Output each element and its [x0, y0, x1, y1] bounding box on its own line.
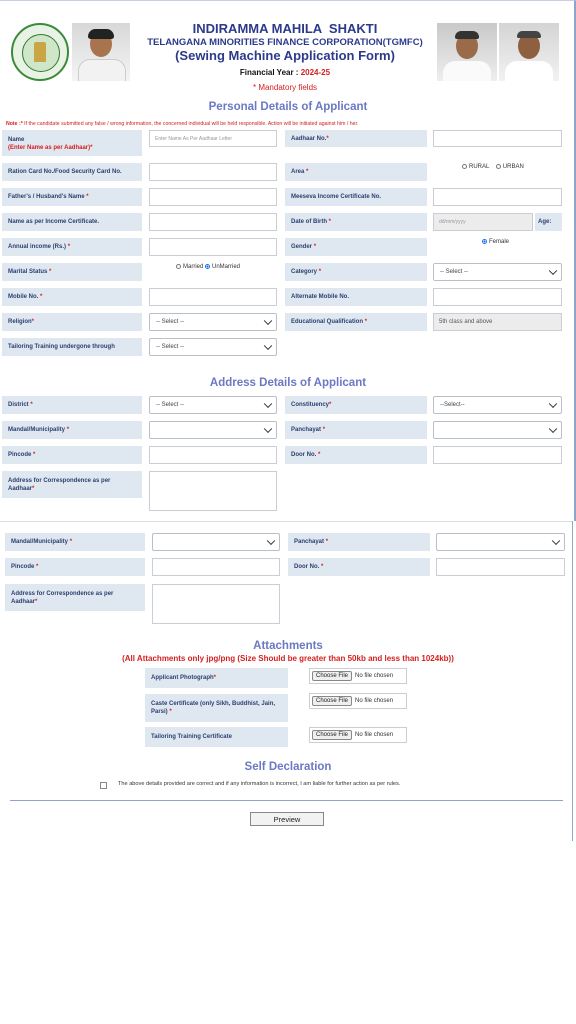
education-value: 5th class and above [439, 319, 493, 325]
radio-selected-icon [482, 239, 487, 244]
area-urban-label: URBAN [502, 164, 524, 171]
warning-note-prefix: Note :* [6, 121, 23, 127]
category-label-text: Category [291, 269, 318, 275]
district-label-text: District [8, 402, 29, 408]
declaration-checkbox[interactable] [100, 782, 107, 789]
overlap-divider [0, 521, 576, 522]
mandal-label: Mandal/Municipality * [2, 421, 142, 439]
area-rural-label: RURAL [469, 164, 490, 171]
constituency-select-value: --Select-- [440, 402, 465, 408]
age-label-text: Age: [538, 219, 552, 225]
file-status: No file chosen [355, 673, 394, 679]
father-name-label-text: Father's / Husband's Name [8, 194, 85, 200]
corr-address-label: Address for Correspondence as per Aadhaar* [2, 471, 142, 498]
aadhaar-input[interactable] [433, 130, 562, 147]
name-placeholder: Enter Name As Per Aadhaar Letter [155, 135, 232, 142]
marital-status-label: Marital Status * [2, 263, 142, 281]
corr-address-label-text: Address for Correspondence as per Aadhaar [8, 478, 111, 492]
marital-status-label-text: Marital Status [8, 269, 48, 275]
income-name-label [2, 213, 142, 231]
education-label-text: Educational Qualification [291, 319, 364, 325]
warning-note-text: If the candidate submitted any false / wrong information, the concerned individual will be held responsible. Action will be initiated against him / her. [24, 121, 359, 127]
alt-mobile-input[interactable] [433, 288, 562, 306]
mandal-label-2: Mandal/Municipality * [5, 533, 145, 551]
pincode-label: Pincode * [2, 446, 142, 464]
area-radio-group [462, 164, 524, 170]
panchayat-select[interactable] [433, 421, 562, 439]
meeseva-label [285, 188, 427, 206]
corr-address-textarea-2[interactable] [152, 584, 280, 624]
meeseva-input[interactable] [433, 188, 562, 206]
age-label [535, 213, 562, 231]
alt-mobile-label [285, 288, 427, 306]
area-urban-radio[interactable] [496, 164, 524, 170]
constituency-label: Constituency * [285, 396, 427, 414]
marital-unmarried-label: UnMarried [212, 264, 241, 271]
dob-label: Date of Birth * [285, 213, 427, 231]
door-no-label-text-2: Door No. [294, 564, 320, 570]
door-no-input-2[interactable] [436, 558, 565, 576]
chevron-down-icon [552, 537, 560, 545]
training-cert-label-text: Tailoring Training Certificate [151, 734, 232, 740]
name-input[interactable] [149, 130, 277, 147]
declaration-text: The above details provided are correct and if any information is incorrect, I am liable for further action as per rules. [118, 781, 401, 787]
corr-address-label-text-2: Address for Correspondence as per Aadhaar [11, 591, 114, 605]
photo-label-text: Applicant Photograph [151, 675, 214, 681]
mobile-input[interactable] [149, 288, 277, 306]
marital-married-radio[interactable] [176, 264, 203, 270]
dob-input[interactable] [433, 213, 533, 231]
radio-selected-icon [205, 264, 210, 269]
meeseva-label-text: Meeseva Income Certificate No. [291, 194, 382, 200]
chevron-down-icon [267, 537, 275, 545]
door-no-input[interactable] [433, 446, 562, 464]
category-label: Category * [285, 263, 427, 281]
education-input [433, 313, 562, 331]
gender-female-label: Female [489, 239, 510, 246]
area-label: Area * [285, 163, 427, 181]
corr-address-textarea[interactable] [149, 471, 277, 511]
area-rural-radio[interactable] [462, 164, 489, 170]
district-select-value: -- Select -- [156, 402, 185, 408]
alt-mobile-label-text: Alternate Mobile No. [291, 294, 350, 300]
preview-button[interactable] [250, 812, 324, 826]
chevron-down-icon [264, 342, 272, 350]
training-file-input[interactable] [309, 727, 407, 743]
file-status: No file chosen [355, 732, 394, 738]
father-name-label: Father's / Husband's Name * [2, 188, 142, 206]
tailoring-select[interactable] [149, 338, 277, 356]
annual-income-label-text: Annual income (Rs.) [8, 244, 67, 250]
tailoring-select-value: -- Select -- [156, 344, 185, 350]
name-label-sub: (Enter Name as per Aadhaar)* [8, 145, 93, 151]
preview-button-label: Preview [273, 814, 301, 824]
aadhaar-label-text: Aadhaar No. [291, 135, 327, 142]
financial-year-label: Financial Year : [239, 68, 299, 77]
marital-radio-group [176, 264, 240, 270]
chevron-down-icon [549, 425, 557, 433]
panchayat-label-2: Panchayat * [288, 533, 430, 551]
constituency-select[interactable] [433, 396, 562, 414]
chevron-down-icon [549, 267, 557, 275]
area-label-text: Area [291, 169, 305, 175]
caste-cert-label-text: Caste Certificate (only Sikh, Buddhist, Jain, Parsi) [151, 701, 276, 715]
pincode-input-2[interactable] [152, 558, 280, 576]
panchayat-label: Panchayat * [285, 421, 427, 439]
religion-select-value: -- Select -- [156, 319, 185, 325]
choose-file-button[interactable]: Choose File [312, 696, 352, 706]
financial-year-value: 2024-25 [300, 68, 331, 77]
pincode-input[interactable] [149, 446, 277, 464]
choose-file-button[interactable]: Choose File [312, 671, 352, 681]
income-name-input[interactable] [149, 213, 277, 231]
mandal-select-2[interactable] [152, 533, 280, 551]
constituency-label-text: Constituency [291, 402, 330, 408]
mandal-label-text-2: Mandal/Municipality [11, 539, 69, 545]
radio-circle-icon [462, 164, 467, 169]
self-declaration-heading: Self Declaration [244, 761, 332, 773]
radio-circle-icon [176, 264, 181, 269]
caste-file-input[interactable] [309, 693, 407, 709]
file-status: No file chosen [355, 698, 394, 704]
corr-address-label-2: Address for Correspondence as per Aadhaar* [5, 584, 145, 611]
pincode-label-text: Pincode [8, 452, 32, 458]
education-label: Educational Qualification * [285, 313, 427, 331]
father-name-input[interactable] [149, 188, 277, 206]
mobile-label: Mobile No. * [2, 288, 142, 306]
mandal-select[interactable] [149, 421, 277, 439]
door-no-label: Door No. * [285, 446, 427, 464]
header-org: TELANGANA MINORITIES FINANCE CORPORATION(TGMFC) [147, 37, 423, 48]
header-title: INDIRAMMA MAHILA SHAKTI [192, 21, 378, 36]
tailoring-label-text: Tailoring Training undergone through [8, 344, 115, 350]
chevron-down-icon [264, 317, 272, 325]
panchayat-select-2[interactable] [436, 533, 565, 551]
chevron-down-icon [264, 400, 272, 408]
financial-year [0, 68, 570, 77]
photo-label: Applicant Photograph * [145, 668, 288, 688]
address-details-heading: Address Details of Applicant [209, 377, 367, 389]
gender-label: Gender * [285, 238, 427, 256]
marital-married-label: Married [183, 264, 204, 271]
chevron-down-icon [264, 425, 272, 433]
name-label [2, 130, 142, 156]
overlap-divider-right [572, 521, 576, 841]
warning-note [6, 121, 571, 127]
ration-card-input[interactable] [149, 163, 277, 181]
annual-income-input[interactable] [149, 238, 277, 256]
panchayat-label-text: Panchayat [291, 427, 322, 433]
pincode-label-2: Pincode * [5, 558, 145, 576]
door-no-label-text: Door No. [291, 452, 317, 458]
chevron-down-icon [549, 400, 557, 408]
mobile-label-text: Mobile No. [8, 294, 39, 300]
declaration-divider [10, 800, 563, 801]
ration-card-label-text: Ration Card No./Food Security Card No. [8, 169, 122, 175]
mandatory-note: * Mandatory fields [252, 83, 318, 92]
religion-label: Religion * [2, 313, 142, 331]
name-label-text: Name [8, 137, 25, 143]
district-label: District * [2, 396, 142, 414]
category-select-value: -- Select -- [440, 269, 469, 275]
marital-unmarried-radio[interactable] [205, 264, 240, 270]
gender-female-radio[interactable] [482, 239, 509, 245]
header-form-name: (Sewing Machine Application Form) [175, 48, 395, 63]
mandal-label-text: Mandal/Municipality [8, 427, 66, 433]
attachments-heading: Attachments [253, 640, 323, 652]
income-name-label-text: Name as per Income Certificate. [8, 219, 100, 225]
choose-file-button[interactable]: Choose File [312, 730, 352, 740]
radio-circle-icon [496, 164, 501, 169]
personal-details-heading: Personal Details of Applicant [208, 101, 368, 113]
category-select[interactable] [433, 263, 562, 281]
tailoring-label [2, 338, 142, 356]
panchayat-label-text-2: Panchayat [294, 539, 325, 545]
religion-label-text: Religion [8, 319, 32, 325]
pincode-label-text-2: Pincode [11, 564, 35, 570]
gender-label-text: Gender [291, 244, 313, 250]
door-no-label-2: Door No. * [288, 558, 430, 576]
annual-income-label: Annual income (Rs.) * [2, 238, 142, 256]
attachments-note: (All Attachments only jpg/png (Size Should be greater than 50kb and less than 1024kb)) [122, 654, 454, 663]
caste-cert-label: Caste Certificate (only Sikh, Buddhist, Jain, Parsi) * [145, 694, 288, 722]
religion-select[interactable] [149, 313, 277, 331]
ration-card-label [2, 163, 142, 181]
training-cert-label [145, 727, 288, 747]
aadhaar-label: Aadhaar No. * [285, 130, 427, 147]
photo-file-input[interactable] [309, 668, 407, 684]
dob-placeholder: dd/mm/yyyy [439, 219, 466, 225]
district-select[interactable] [149, 396, 277, 414]
dob-label-text: Date of Birth [291, 219, 327, 225]
